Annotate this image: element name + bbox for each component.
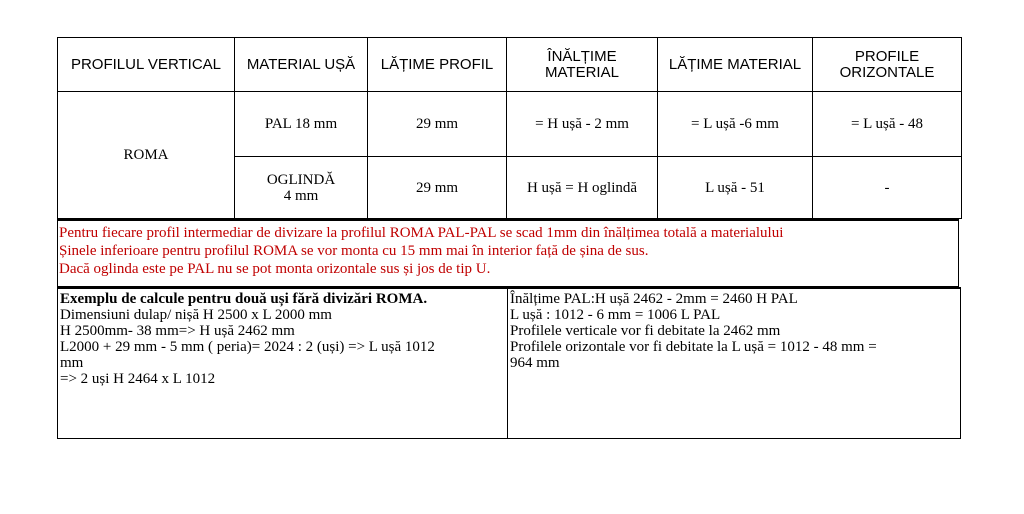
table-cell: H ușă = H oglindă [507,157,658,219]
note-line: Pentru fiecare profil intermediar de divizare la profilul ROMA PAL-PAL se scad 1mm din înălțimea totală a materialului [59,225,784,241]
header-cell: PROFILE ORIZONTALE [813,38,962,92]
header-cell: PROFILUL VERTICAL [58,38,235,92]
example-line: Înălțime PAL:H ușă 2462 - 2mm = 2460 H PAL [510,291,798,307]
table-cell: PAL 18 mm [235,92,368,157]
table-cell: = H ușă - 2 mm [507,92,658,157]
example-line: Profilele orizontale vor fi debitate la L ușă = 1012 - 48 mm = [510,339,877,355]
example-line: L ușă : 1012 - 6 mm = 1006 L PAL [510,307,721,323]
examples-box [57,287,961,439]
example-line: mm [60,355,84,371]
table-row [58,92,962,157]
material-line: OGLINDĂ [266,171,336,188]
example-line: Dimensiuni dulap/ nișă H 2500 x L 2000 mm [60,307,332,323]
material-line: 4 mm [283,187,319,204]
example-left-column [58,289,508,438]
example-right-column [508,289,960,438]
table-cell: = L ușă - 48 [813,92,962,157]
document-sheet [57,37,961,439]
profile-spec-table [57,37,962,219]
profile-name-cell: ROMA [58,92,235,219]
note-line: Șinele inferioare pentru profilul ROMA se vor monta cu 15 mm mai în interior față de șina de sus. [59,243,649,259]
table-cell: - [813,157,962,219]
table-cell: 29 mm [368,92,507,157]
example-title: Exemplu de calcule pentru două uși fără divizări ROMA. [60,291,428,307]
table-cell [235,157,368,219]
note-line: Dacă oglinda este pe PAL nu se pot monta orizontale sus și jos de tip U. [59,261,491,277]
example-line: 964 mm [510,355,560,371]
example-line: L2000 + 29 mm - 5 mm ( peria)= 2024 : 2 (uși) => L ușă 1012 [60,339,435,355]
example-line: H 2500mm- 38 mm=> H ușă 2462 mm [60,323,295,339]
header-cell: ÎNĂLȚIME MATERIAL [507,38,658,92]
example-line: => 2 uși H 2464 x L 1012 [60,371,216,387]
table-header-row [58,38,962,92]
table-cell: L ușă - 51 [658,157,813,219]
header-cell: LĂȚIME MATERIAL [658,38,813,92]
header-cell: LĂȚIME PROFIL [368,38,507,92]
header-cell: MATERIAL UȘĂ [235,38,368,92]
example-line: Profilele verticale vor fi debitate la 2462 mm [510,323,781,339]
table-cell: 29 mm [368,157,507,219]
notes-box [57,219,959,287]
table-cell: = L ușă -6 mm [658,92,813,157]
